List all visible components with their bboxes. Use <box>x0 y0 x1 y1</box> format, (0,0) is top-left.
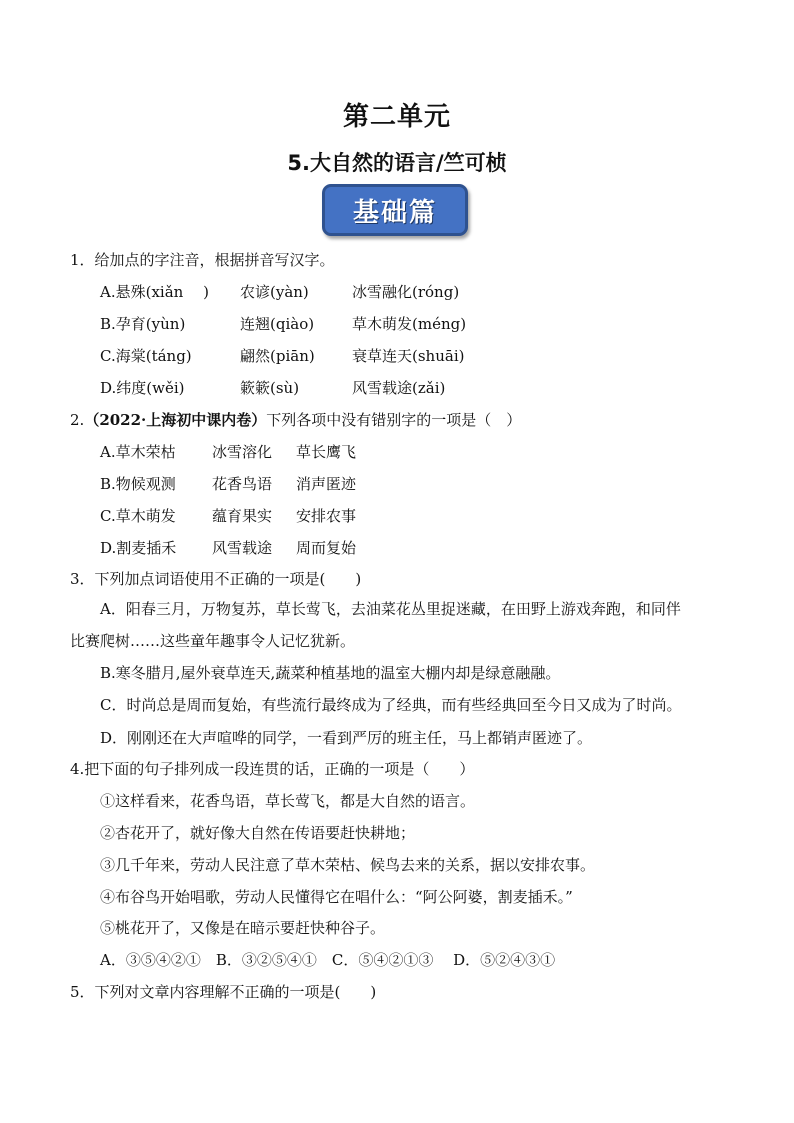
q4-sentence-3: ③几千年来，劳动人民注意了草木荣枯、候鸟去来的关系，据以安排农事。 <box>100 856 596 874</box>
q1-option-a-3: 冰雪融化(róng) <box>352 283 460 301</box>
section-badge-label: 基础篇 <box>352 197 437 228</box>
q2-option-a-2: 冰雪溶化 <box>212 443 273 461</box>
q3-option-a-line1: A．阳春三月，万物复苏，草长莺飞，去油菜花丛里捉迷藏，在田野上游戏奔跑，和同伴 <box>100 600 681 618</box>
q2-option-d-1: D.割麦插禾 <box>100 539 177 557</box>
q2-stem-line <box>70 410 521 430</box>
q2-option-c-3: 安排农事 <box>296 507 357 525</box>
q1-option-b-2: 连翘(qiào) <box>240 315 315 333</box>
q2-option-a-3: 草长鹰飞 <box>296 443 357 461</box>
q1-option-d-2: 簌簌(sù) <box>240 379 300 397</box>
q2-option-d-3: 周而复始 <box>296 539 357 557</box>
q4-stem: 4.把下面的句子排列成一段连贯的话，正确的一项是（ ） <box>70 760 475 778</box>
q4-sentence-5: ⑤桃花开了，又像是在暗示要赶快种谷子。 <box>100 919 386 937</box>
q2-option-d-2: 风雪载途 <box>212 539 273 557</box>
q1-option-c-2: 翩然(piān) <box>240 347 315 365</box>
q2-option-c-1: C.草木萌发 <box>100 507 176 525</box>
q2-number: 2. <box>70 411 85 429</box>
q1-option-d-1: D.纬度(wěi) <box>100 379 185 397</box>
q3-stem: 3．下列加点词语使用不正确的一项是( ) <box>70 570 362 588</box>
q4-options: A．③⑤④②① B．③②⑤④① C．⑤④②①③ D．⑤②④③① <box>100 951 556 969</box>
q3-option-b: B.寒冬腊月,屋外衰草连天,蔬菜种植基地的温室大棚内却是绿意融融。 <box>100 664 561 682</box>
q1-option-a-2: 农谚(yàn) <box>240 283 309 301</box>
q2-option-a-1: A.草木荣枯 <box>100 443 176 461</box>
q1-option-c-1: C.海棠(táng) <box>100 347 192 365</box>
q1-option-a-1: A.悬殊(xiǎn ) <box>100 283 209 301</box>
section-badge <box>322 184 468 236</box>
q1-option-b-1: B.孕育(yùn) <box>100 315 186 333</box>
q2-option-c-2: 蕴育果实 <box>212 507 273 525</box>
q3-option-c: C．时尚总是周而复始，有些流行最终成为了经典，而有些经典回至今日又成为了时尚。 <box>100 696 682 714</box>
q1-option-d-3: 风雪载途(zǎi) <box>352 379 446 397</box>
q2-option-b-3: 消声匿迹 <box>296 475 357 493</box>
q5-stem: 5．下列对文章内容理解不正确的一项是( ) <box>70 983 377 1001</box>
q1-stem: 1．给加点的字注音，根据拼音写汉字。 <box>70 251 335 269</box>
q4-sentence-2: ②杏花开了，就好像大自然在传语要赶快耕地； <box>100 824 416 842</box>
q2-option-b-1: B.物候观测 <box>100 475 176 493</box>
q2-option-b-2: 花香鸟语 <box>212 475 273 493</box>
q4-sentence-4: ④布谷鸟开始唱歌，劳动人民懂得它在唱什么：“阿公阿婆，割麦插禾。” <box>100 888 573 906</box>
q3-option-a-line2: 比赛爬树……这些童年趣事令人记忆犹新。 <box>70 632 356 650</box>
q4-sentence-1: ①这样看来，花香鸟语，草长莺飞，都是大自然的语言。 <box>100 792 476 810</box>
q1-option-b-3: 草木萌发(méng) <box>352 315 467 333</box>
q1-option-c-3: 衰草连天(shuāi) <box>352 347 465 365</box>
q2-stem: 下列各项中没有错别字的一项是（ ） <box>266 411 522 429</box>
unit-title: 第二单元 <box>342 102 451 132</box>
lesson-title: 5.大自然的语言/竺可桢 <box>287 151 507 175</box>
q3-option-d: D．刚刚还在大声喧哗的同学，一看到严厉的班主任，马上都销声匿迹了。 <box>100 729 593 747</box>
q2-source: （2022·上海初中课内卷） <box>84 411 267 429</box>
